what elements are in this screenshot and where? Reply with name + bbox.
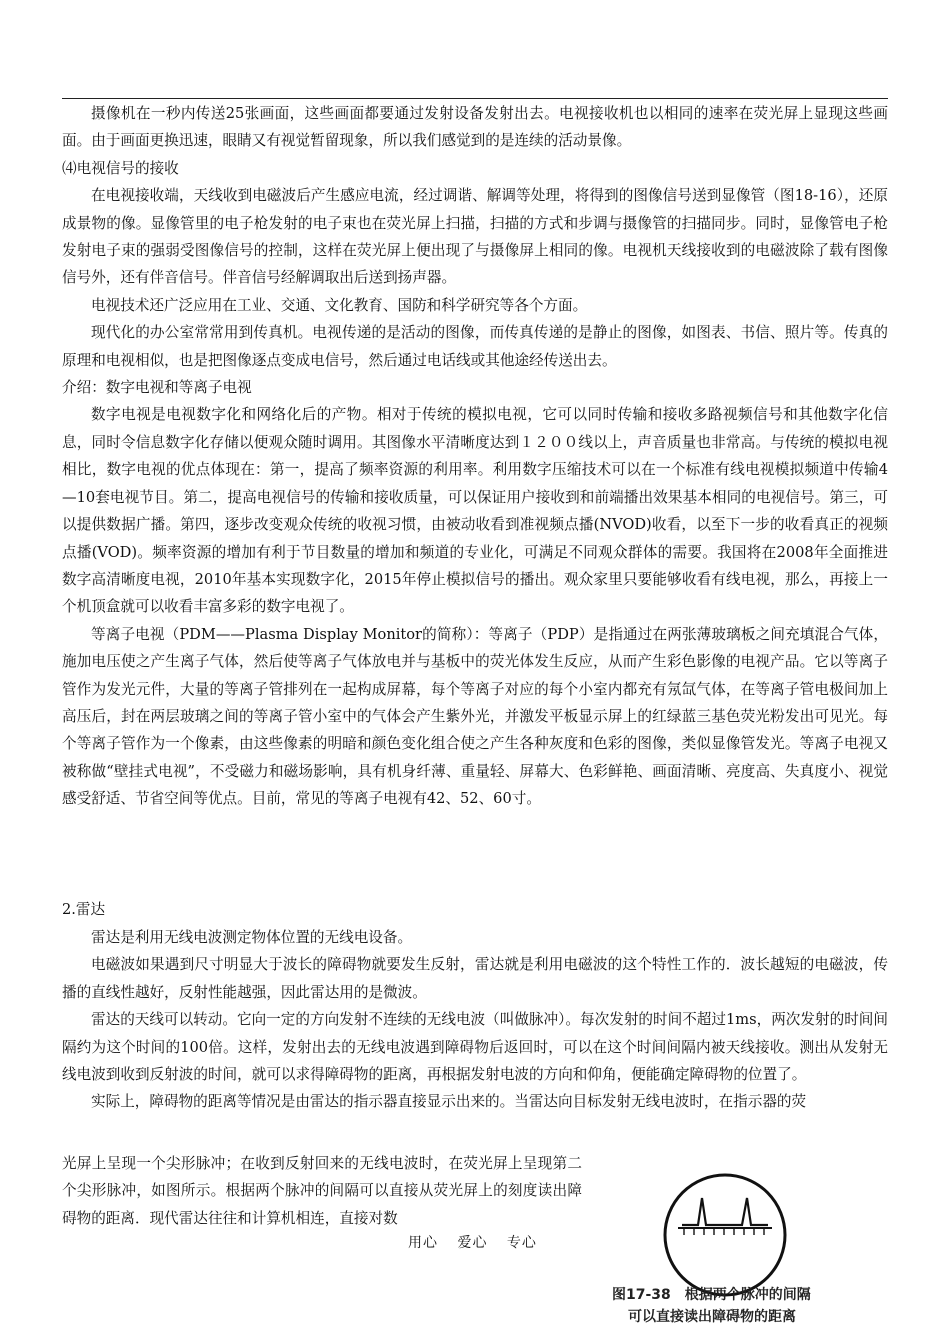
radar-paragraph-1: 雷达是利用无线电波测定物体位置的无线电设备。: [91, 929, 413, 946]
figure-caption: [612, 1284, 872, 1328]
figure-caption-line-1: 图17-38 根据两个脉冲的间隔: [612, 1287, 811, 1303]
heading-intro: 介绍：数字电视和等离子电视: [62, 379, 252, 397]
tv-paragraph-1: 摄像机在一秒内传送25张画面，这些画面都要通过发射设备发射出去。电视接收机也以相同的速率在荧光屏上显现这些画面。由于画面更换迅速，眼睛又有视觉暂留现象，所以我们感觉到的是连续的活动景像。: [62, 105, 888, 150]
pulse-trace: [682, 1198, 768, 1225]
header-rule: [62, 98, 888, 99]
tv-paragraph-2: 在电视接收端，天线收到电磁波后产生感应电流，经过调谐、解调等处理，将得到的图像信号送到显像管（图18-16），还原成景物的像。显像管里的电子枪发射的电子束也在荧光屏上扫描，扫描的方式和步调与摄像管的扫描同步。同时，显像管电子枪发射电子束的强弱受图像信号的控制，这样在荧光屏上便出现了与摄像屏上相同的像。电视机天线接收到的电磁波除了载有图像信号外，还有伴音信号。伴音信号经解调取出后送到扬声器。: [62, 187, 888, 287]
radar-paragraph-4-first-line: 实际上，障碍物的距离等情况是由雷达的指示器直接显示出来的。当雷达向目标发射无线电波时，在指示器的荧: [91, 1093, 807, 1111]
tv-section: [62, 100, 888, 813]
page-footer: 用心 爱心 专心: [408, 1235, 537, 1251]
radar-paragraph-2: 电磁波如果遇到尺寸明显大于波长的障碍物就要发生反射，雷达就是利用电磁波的这个特性工作的．波长越短的电磁波，传播的直线性越好，反射性能越强，因此雷达用的是微波。: [62, 956, 888, 1001]
tv-paragraph-6: 等离子电视（PDM——Plasma Display Monitor的简称）：等离子（PDP）是指通过在两张薄玻璃板之间充填混合气体，施加电压使之产生离子气体，然后使等离子气体放电并与基板中的荧光体发生反应，从而产生彩色影像的电视产品。它以等离子管作为发光元件，大量的等离子管排列在一起构成屏幕，每个等离子对应的每个小室内都充有氖氙气体，在等离子管电极间加上高压后，封在两层玻璃之间的等离子管小室中的气体会产生紫外光，并激发平板显示屏上的红绿蓝三基色荧光粉发出可见光。每个等离子管作为一个像素，由这些像素的明暗和颜色变化组合使之产生各种灰度和色彩的图像，类似显像管发光。等离子电视又被称做“壁挂式电视”，不受磁力和磁场影响，具有机身纤薄、重量轻、屏幕大、色彩鲜艳、画面清晰、亮度高、失真度小、视觉感受舒适、节省空间等优点。目前，常见的等离子电视有42、52、60寸。: [62, 625, 888, 808]
figure-caption-line-2: 可以直接读出障碍物的距离: [628, 1309, 796, 1325]
radar-paragraph-4-wrap: 光屏上呈现一个尖形脉冲；在收到反射回来的无线电波时，在荧光屏上呈现第二个尖形脉冲，如图所示。根据两个脉冲的间隔可以直接从荧光屏上的刻度读出障碍物的距离．现代雷达往往和计算机相连，直接对数: [62, 1155, 582, 1227]
tv-paragraph-5: 数字电视是电视数字化和网络化后的产物。相对于传统的模拟电视，它可以同时传输和接收多路视频信号和其他数字化信息，同时令信息数字化存储以便观众随时调用。其图像水平清晰度达到１２００线以上，声音质量也非常高。与传统的模拟电视相比，数字电视的优点体现在：第一，提高了频率资源的利用率。利用数字压缩技术可以在一个标准有线电视模拟频道中传输4—10套电视节目。第二，提高电视信号的传输和接收质量，可以保证用户接收到和前端播出效果基本相同的电视信号。第三，可以提供数据广播。第四，逐步改变观众传统的收视习惯，由被动收看到准视频点播(NVOD)收看，以至下一步的收看真正的视频点播(VOD)。频率资源的增加有利于节目数量的增加和频道的专业化，可满足不同观众群体的需要。我国将在2008年全面推进数字高清晰度电视，2010年基本实现数字化，2015年停止模拟信号的播出。观众家里只要能够收看有线电视，那么，再接上一个机顶盒就可以收看丰富多彩的数字电视了。: [62, 406, 888, 616]
radar-screen-circle: [665, 1175, 785, 1295]
radar-display-figure: [660, 1170, 790, 1300]
scale-ticks: [684, 1228, 764, 1235]
tv-paragraph-3: 电视技术还广泛应用在工业、交通、文化教育、国防和科学研究等各个方面。: [91, 296, 588, 314]
heading-radar: 2.雷达: [62, 901, 106, 918]
radar-paragraph-3: 雷达的天线可以转动。它向一定的方向发射不连续的无线电波（叫做脉冲）。每次发射的时间不超过1ms，两次发射的时间间隔约为这个时间的100倍。这样，发射出去的无线电波遇到障碍物后返回时，可以在这个时间间隔内被天线接收。测出从发射无线电波到收到反射波的时间，就可以求得障碍物的距离，再根据发射电波的方向和仰角，便能确定障碍物的位置了。: [62, 1011, 888, 1084]
heading-tv-receive: ⑷电视信号的接收: [62, 159, 179, 177]
tv-paragraph-4: 现代化的办公室常常用到传真机。电视传递的是活动的图像，而传真传递的是静止的图像，如图表、书信、照片等。传真的原理和电视相似，也是把图像逐点变成电信号，然后通过电话线或其他途经传送出去。: [62, 324, 888, 369]
radar-section: [62, 924, 888, 1116]
